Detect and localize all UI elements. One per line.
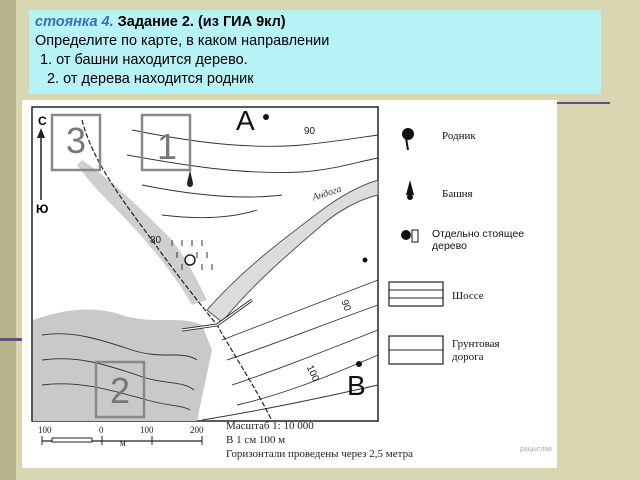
scale-tick-label: 100 — [38, 425, 52, 435]
scale-tick-label: 200 — [190, 425, 204, 435]
contour-label: 90 — [304, 126, 316, 137]
contour-label: 100 — [303, 363, 321, 384]
topographic-map — [22, 100, 557, 468]
river-label: Андога — [311, 183, 343, 204]
legend-dirt-road: Грунтовая дорога — [452, 338, 500, 363]
point-b-label: В — [347, 370, 366, 401]
task-item-1: 1. от башни находится дерево. — [40, 52, 248, 68]
decorative-line-left — [0, 338, 22, 341]
north-label: С — [38, 114, 47, 128]
legend-tower: Башня — [442, 188, 473, 200]
legend-spring: Родник — [442, 130, 476, 142]
scale-tick-label: 100 — [140, 425, 154, 435]
scale-cm: В 1 см 100 м — [226, 434, 286, 446]
task-question: Определите по карте, в каком направлении — [35, 33, 330, 49]
scale-label: Масштаб 1: 10 000 — [226, 420, 314, 432]
point-a-dot — [263, 114, 269, 120]
task-title: Задание 2. (из ГИА 9кл) — [117, 14, 286, 30]
legend-tree: Отдельно стоящее дерево — [432, 228, 525, 252]
watermark: рацыслав — [520, 446, 553, 453]
background-side-band — [0, 0, 16, 480]
contour-label: 80 — [150, 235, 162, 246]
legend-highway: Шоссе — [452, 290, 484, 302]
decorative-line-right — [556, 102, 610, 104]
point-a-label: А — [236, 105, 255, 136]
point-b-dot — [356, 361, 362, 367]
contour-label: 90 — [338, 298, 353, 313]
contour-interval-note: Горизонтали проведены через 2,5 метра — [226, 448, 413, 460]
south-label: Ю — [36, 202, 49, 216]
task-item-2: 2. от дерева находится родник — [47, 71, 254, 87]
task-box — [29, 10, 601, 94]
quadrant-1-label: 1 — [157, 126, 178, 167]
map-panel — [22, 100, 557, 468]
task-title-line — [35, 13, 595, 32]
scale-tick-label: 0 — [99, 425, 104, 435]
quadrant-2-label: 2 — [110, 370, 131, 411]
quadrant-3-label: 3 — [66, 120, 87, 161]
stop-label: стоянка 4. — [35, 14, 114, 30]
scale-unit: м — [120, 438, 126, 448]
